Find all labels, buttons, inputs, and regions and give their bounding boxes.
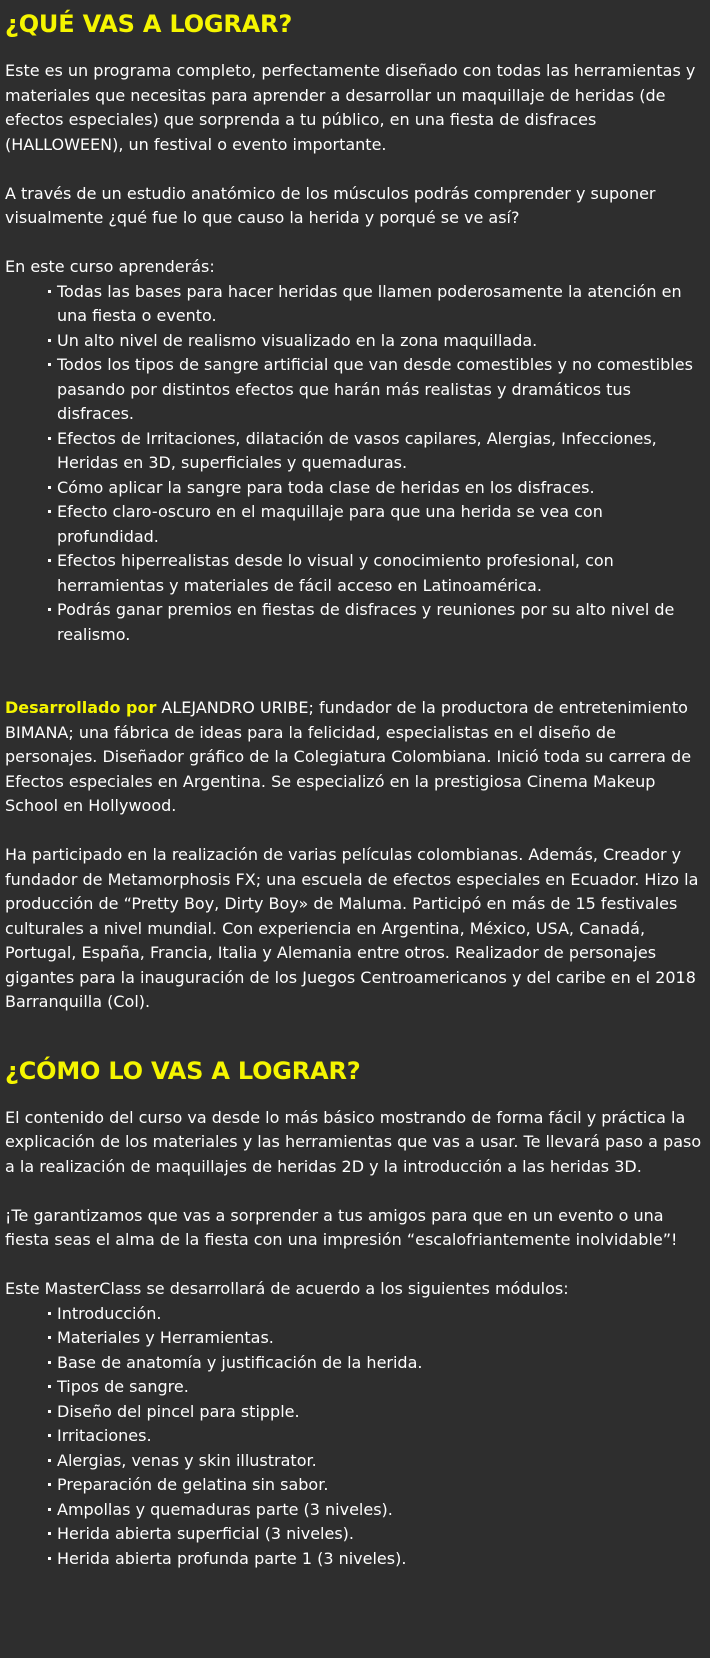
learn-list-intro: En este curso aprenderás: — [5, 257, 215, 276]
list-item: Todos los tipos de sangre artificial que van desde comestibles y no comestibles pasando por distintos efectos que harán más realistas y dramáticos tus disfraces. — [45, 353, 705, 427]
section-heading-what: ¿QUÉ VAS A LOGRAR? — [5, 10, 293, 38]
module-item: Herida abierta profunda parte 1 (3 niveles). — [45, 1547, 705, 1572]
list-item: Efectos hiperrealistas desde lo visual y conocimiento profesional, con herramientas y materiales de fácil acceso en Latinoamérica. — [45, 549, 705, 598]
modules-intro: Este MasterClass se desarrollará de acuerdo a los siguientes módulos: — [5, 1279, 569, 1298]
module-item: Introducción. — [45, 1302, 705, 1327]
module-item: Preparación de gelatina sin sabor. — [45, 1473, 705, 1498]
module-item: Irritaciones. — [45, 1424, 705, 1449]
module-item: Ampollas y quemaduras parte (3 niveles). — [45, 1498, 705, 1523]
module-item: Materiales y Herramientas. — [45, 1326, 705, 1351]
module-item: Herida abierta superficial (3 niveles). — [45, 1522, 705, 1547]
list-item: Cómo aplicar la sangre para toda clase de heridas en los disfraces. — [45, 476, 705, 501]
module-item: Alergias, venas y skin illustrator. — [45, 1449, 705, 1474]
module-item: Base de anatomía y justificación de la herida. — [45, 1351, 705, 1376]
list-item: Podrás ganar premios en fiestas de disfraces y reuniones por su alto nivel de realismo. — [45, 598, 705, 647]
module-item: Diseño del pincel para stipple. — [45, 1400, 705, 1425]
section-heading-how: ¿CÓMO LO VAS A LOGRAR? — [5, 1056, 361, 1085]
author-label: Desarrollado por — [5, 698, 157, 717]
module-item: Tipos de sangre. — [45, 1375, 705, 1400]
list-item: Efectos de Irritaciones, dilatación de vasos capilares, Alergias, Infecciones, Heridas en 3D, superficiales y quemaduras. — [45, 427, 705, 476]
learn-list — [5, 280, 705, 648]
intro-paragraph: Este es un programa completo, perfectamente diseñado con todas las herramientas y materiales que necesitas para aprender a desarrollar un maquillaje de heridas (de efectos especiales) que sorprenda a tu público, en una fiesta de disfraces (HALLOWEEN), un festival o evento importante. — [5, 61, 696, 154]
list-item: Efecto claro-oscuro en el maquillaje para que una herida se vea con profundidad. — [45, 500, 705, 549]
list-item: Todas las bases para hacer heridas que llamen poderosamente la atención en una fiesta o evento. — [45, 280, 705, 329]
author-bio-text: ALEJANDRO URIBE; fundador de la productora de entretenimiento BIMANA; una fábrica de ideas para la felicidad, especialistas en el diseño de personajes. Diseñador gráfico de la Colegiatura Colombiana. Inició toda su carrera de Efectos especiales en Argentina. Se especializó en la prestigiosa Cinema Makeup School en Hollywood. — [5, 698, 692, 815]
author-experience: Ha participado en la realización de varias películas colombianas. Además, Creador y fundador de Metamorphosis FX; una escuela de efectos especiales en Ecuador. Hizo la producción de “Pretty Boy, Dirty Boy» de Maluma. Participó en más de 15 festivales culturales a nivel mundial. Con experiencia en Argentina, México, USA, Canadá, Portugal, España, Francia, Italia y Alemania entre otros. Realizador de personajes gigantes para la inauguración de los Juegos Centroamericanos y del caribe en el 2018 Barranquilla (Col). — [5, 845, 699, 1011]
content-paragraph: El contenido del curso va desde lo más básico mostrando de forma fácil y práctica la explicación de los materiales y las herramientas que vas a usar. Te llevará paso a paso a la realización de maquillajes de heridas 2D y la introducción a las heridas 3D. — [5, 1107, 702, 1176]
anatomy-paragraph: A través de un estudio anatómico de los músculos podrás comprender y suponer visualmente ¿qué fue lo que causo la herida y porqué se ve así? — [5, 183, 656, 227]
guarantee-paragraph: ¡Te garantizamos que vas a sorprender a tus amigos para que en un evento o una fiesta seas el alma de la fiesta con una impresión “escalofriantemente inolvidable”! — [5, 1205, 678, 1249]
modules-list — [5, 1302, 705, 1572]
list-item: Un alto nivel de realismo visualizado en la zona maquillada. — [45, 329, 705, 354]
author-bio — [5, 696, 705, 819]
